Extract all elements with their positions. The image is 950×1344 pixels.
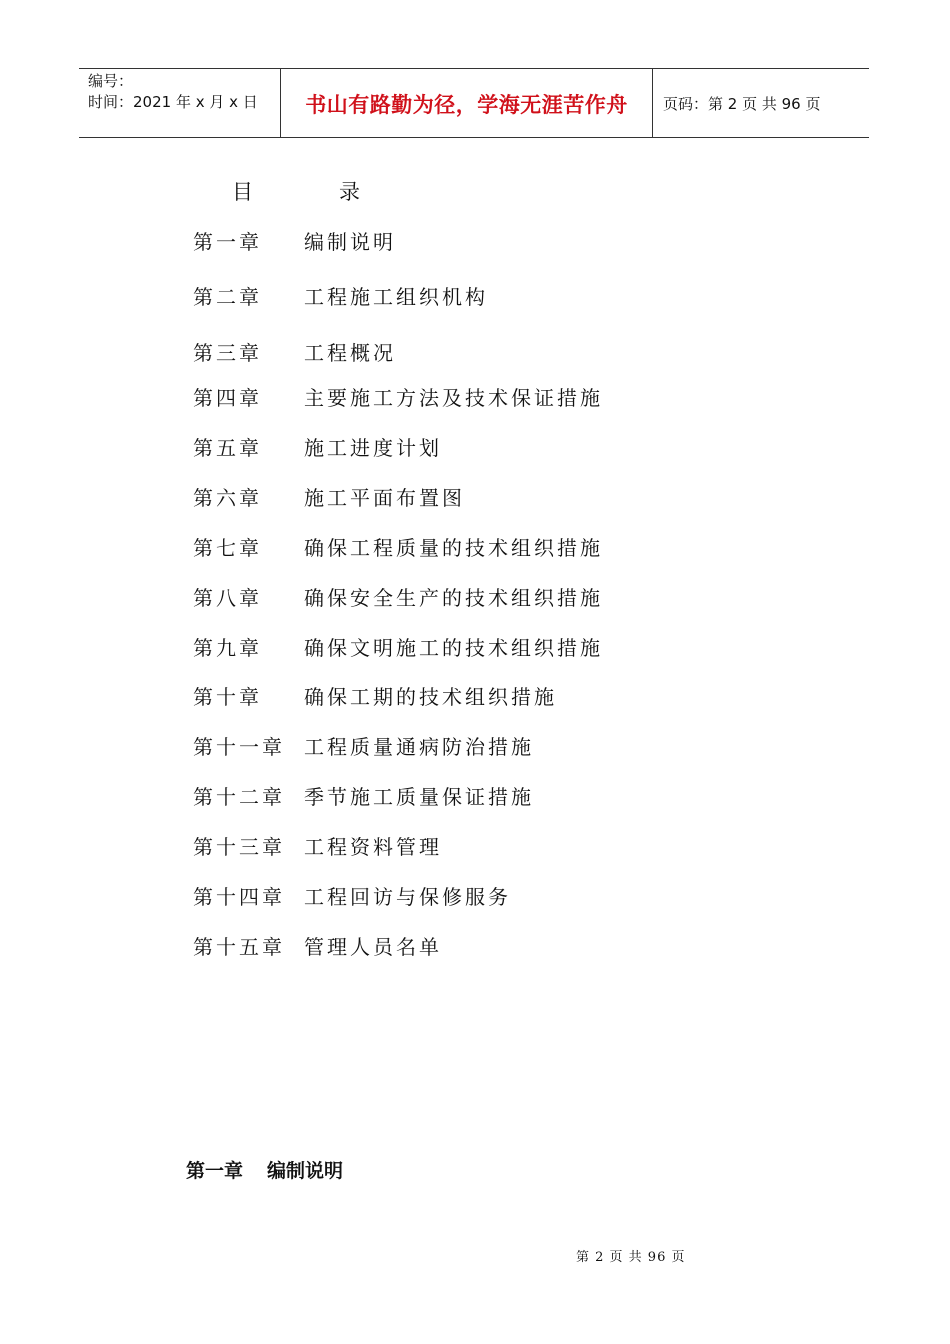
header-page-cell xyxy=(653,69,869,137)
toc-item-title: 工程资料管理 xyxy=(304,835,442,859)
section-chapter: 第一章 xyxy=(186,1160,244,1182)
toc-item-title: 工程回访与保修服务 xyxy=(304,885,511,909)
toc-chapter: 第五章 xyxy=(193,436,262,460)
toc-item[interactable] xyxy=(193,834,442,860)
toc-item-title: 管理人员名单 xyxy=(304,935,442,959)
page-footer: 第 2 页 共 96 页 xyxy=(576,1250,686,1265)
toc-chapter: 第一章 xyxy=(193,230,262,254)
header-motto: 书山有路勤为径，学海无涯苦作舟 xyxy=(305,93,628,117)
document-date: 时间：2021 年 x 月 x 日 xyxy=(88,93,258,111)
toc-item[interactable] xyxy=(193,385,603,411)
document-number-label: 编号： xyxy=(88,72,134,90)
toc-item-title: 确保文明施工的技术组织措施 xyxy=(304,636,603,660)
toc-item-title: 编制说明 xyxy=(304,230,396,254)
toc-item-title: 工程质量通病防治措施 xyxy=(304,735,534,759)
toc-item[interactable] xyxy=(193,734,534,760)
toc-item[interactable] xyxy=(193,435,442,461)
toc-item-title: 施工进度计划 xyxy=(304,436,442,460)
header-motto-cell xyxy=(281,69,653,137)
header-page-info: 页码：第 2 页 共 96 页 xyxy=(663,94,821,113)
toc-item[interactable] xyxy=(193,535,603,561)
toc-item-title: 施工平面布置图 xyxy=(304,486,465,510)
toc-chapter: 第三章 xyxy=(193,341,262,365)
toc-item-title: 工程施工组织机构 xyxy=(304,285,488,309)
toc-item-title: 确保工程质量的技术组织措施 xyxy=(304,536,603,560)
toc-item[interactable] xyxy=(193,684,557,710)
toc-item-title: 工程概况 xyxy=(304,341,396,365)
toc-item-title: 确保安全生产的技术组织措施 xyxy=(304,586,603,610)
toc-item[interactable] xyxy=(193,485,465,511)
toc-title xyxy=(232,176,360,206)
toc-chapter: 第十三章 xyxy=(193,835,285,859)
toc-item[interactable] xyxy=(193,284,488,310)
toc-chapter: 第十五章 xyxy=(193,935,285,959)
page-header xyxy=(79,68,869,138)
toc-chapter: 第十章 xyxy=(193,685,262,709)
toc-item[interactable] xyxy=(193,635,603,661)
toc-chapter: 第六章 xyxy=(193,486,262,510)
toc-title-left: 目 xyxy=(232,180,253,204)
toc-item[interactable] xyxy=(193,784,534,810)
toc-chapter: 第四章 xyxy=(193,386,262,410)
toc-title-right: 录 xyxy=(339,180,360,204)
toc-item-title: 季节施工质量保证措施 xyxy=(304,785,534,809)
toc-item[interactable] xyxy=(193,884,511,910)
toc-chapter: 第十四章 xyxy=(193,885,285,909)
section-title: 编制说明 xyxy=(267,1160,344,1182)
toc-item[interactable] xyxy=(193,340,396,366)
toc-chapter: 第八章 xyxy=(193,586,262,610)
section-heading xyxy=(186,1156,343,1183)
toc-item[interactable] xyxy=(193,585,603,611)
toc-item-title: 主要施工方法及技术保证措施 xyxy=(304,386,603,410)
toc-chapter: 第十一章 xyxy=(193,735,285,759)
toc-chapter: 第七章 xyxy=(193,536,262,560)
toc-item-title: 确保工期的技术组织措施 xyxy=(304,685,557,709)
toc-chapter: 第十二章 xyxy=(193,785,285,809)
header-meta-cell xyxy=(79,69,281,137)
toc-chapter: 第二章 xyxy=(193,285,262,309)
toc-chapter: 第九章 xyxy=(193,636,262,660)
toc-item[interactable] xyxy=(193,229,396,255)
toc-item[interactable] xyxy=(193,934,442,960)
